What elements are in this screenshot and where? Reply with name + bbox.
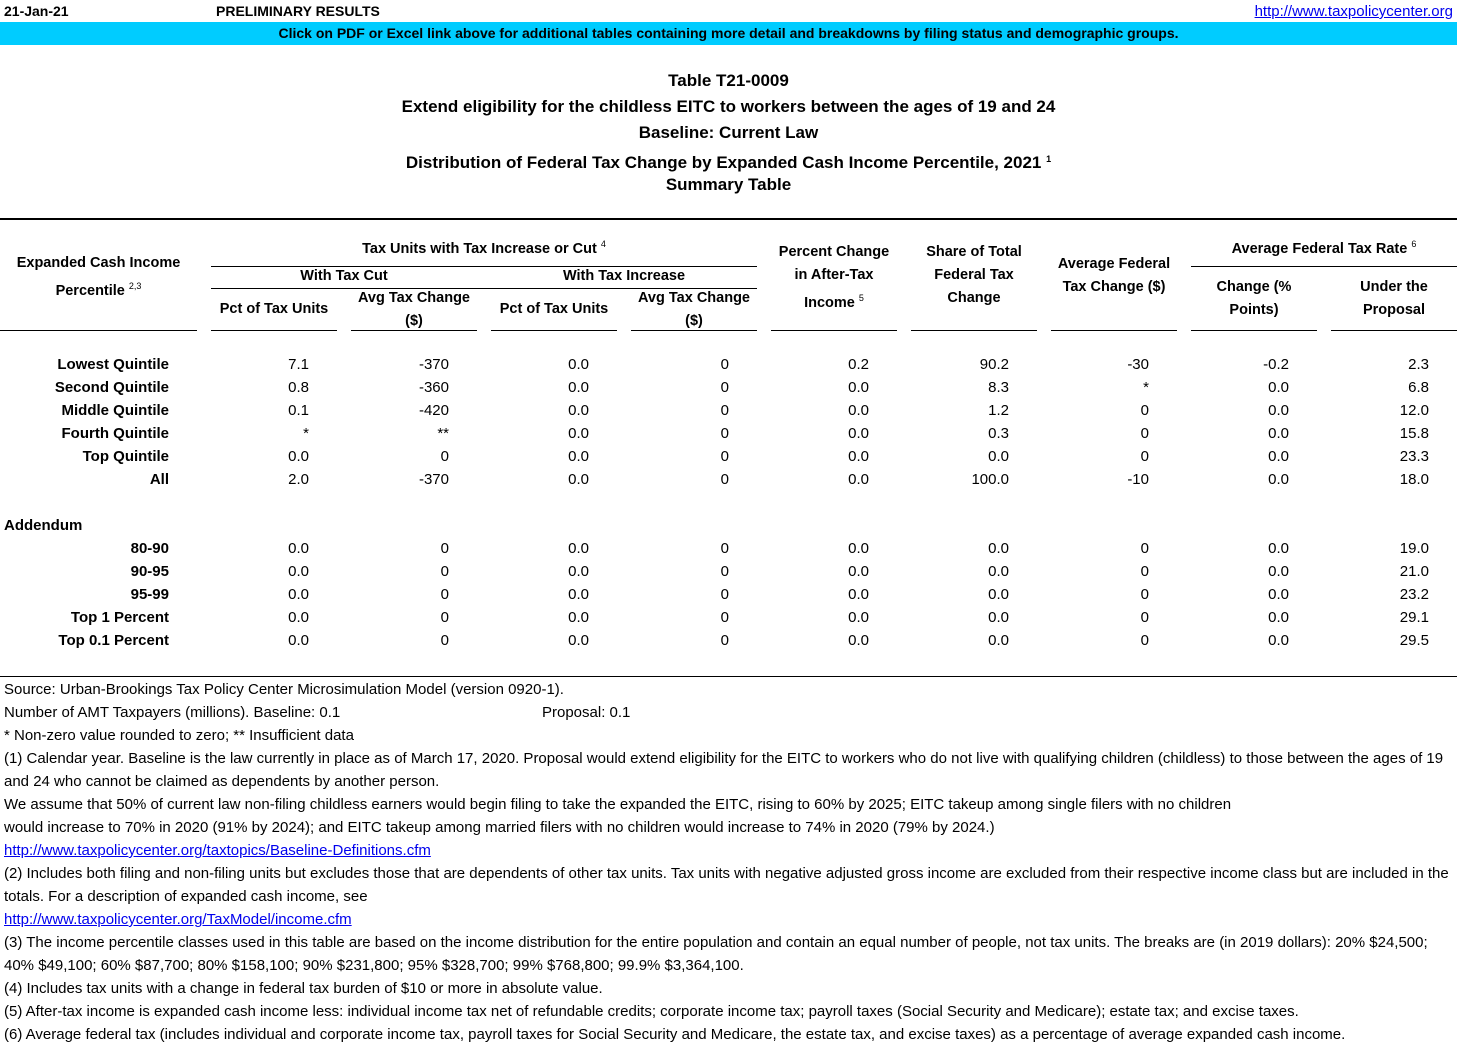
row-label: Middle Quintile [61, 402, 169, 419]
table-cell: 0.0 [568, 425, 589, 442]
col-header-pct-change [771, 241, 897, 315]
footnote-ref: 4 [600, 239, 606, 249]
row-label: 95-99 [130, 586, 169, 603]
baseline-definitions-link[interactable]: http://www.taxpolicycenter.org/taxtopics/Baseline-Definitions.cfm [4, 842, 431, 859]
footnote-ref: 5 [858, 293, 864, 303]
footnote-4: (4) Includes tax units with a change in federal tax burden of $10 or more in absolute value. [4, 980, 603, 997]
header-line: in After-Tax [794, 267, 874, 283]
table-cell: 7.1 [288, 356, 309, 373]
header-text: Tax Units with Tax Increase or Cut [362, 241, 597, 257]
table-cell: 0 [720, 379, 729, 396]
table-cell: 0.0 [568, 356, 589, 373]
table-cell: 1.2 [988, 402, 1009, 419]
table-cell: 0.2 [848, 356, 869, 373]
table-cell: 0.0 [1268, 448, 1289, 465]
table-cell: * [303, 425, 309, 442]
table-cell: 23.2 [1399, 586, 1429, 603]
table-cell: 0 [440, 609, 449, 626]
table-cell: -370 [418, 356, 449, 373]
table-subtitle: Extend eligibility for the childless EITC to workers between the ages of 19 and 24 [401, 97, 1056, 116]
table-cell: 12.0 [1399, 402, 1429, 419]
row-label: All [149, 471, 169, 488]
header-line: Change (% [1216, 279, 1292, 295]
col-header-inc-avg [631, 287, 757, 333]
top-bar [0, 0, 1457, 22]
table-cell: 0 [1140, 609, 1149, 626]
table-cell: -10 [1127, 471, 1149, 488]
footnote-5: (5) After-tax income is expanded cash income less: individual income tax net of refundable credits; corporate income tax; payroll taxes (Social Security and Medicare); estate tax; and excise taxes. [4, 1003, 1299, 1020]
footnote-2: (2) Includes both filing and non-filing units but excludes those that are dependents of other tax units. Tax units with negative adjusted gross income are excluded from their respective income class but are included in the totals. For a description of expanded cash income, see [4, 865, 1449, 905]
table-cell: 0.0 [288, 563, 309, 580]
table-cell: 0 [440, 563, 449, 580]
baseline-title: Baseline: Current Law [638, 123, 819, 142]
row-label: 90-95 [130, 563, 169, 580]
table-cell: 15.8 [1399, 425, 1429, 442]
table-cell: 0.0 [988, 586, 1009, 603]
table-cell: 0 [720, 425, 729, 442]
col-group-tax-units [211, 233, 757, 261]
row-label: Top 1 Percent [70, 609, 169, 626]
row-label: 80-90 [130, 540, 169, 557]
header-text: Average Federal Tax Rate [1231, 241, 1408, 257]
header-line: ($) [405, 313, 423, 329]
table-cell: 0.0 [568, 586, 589, 603]
table-cell: 0 [720, 632, 729, 649]
footnote-ref: 2,3 [128, 281, 142, 291]
header-text: Income [804, 295, 855, 311]
row-label: Second Quintile [54, 379, 169, 396]
table-cell: -30 [1127, 356, 1149, 373]
table-cell: 0 [720, 356, 729, 373]
table-cell: 0.0 [568, 379, 589, 396]
table-cell: 0.0 [568, 540, 589, 557]
table-cell: 29.1 [1399, 609, 1429, 626]
rule [771, 330, 897, 331]
table-cell: 0.0 [848, 540, 869, 557]
table-cell: 0.1 [288, 402, 309, 419]
table-cell: 0.0 [568, 402, 589, 419]
table-cell: 0 [720, 402, 729, 419]
table-cell: 0.0 [1268, 425, 1289, 442]
symbols-note: * Non-zero value rounded to zero; ** Insufficient data [4, 727, 354, 744]
table-cell: 0.0 [848, 471, 869, 488]
table-cell: 100.0 [971, 471, 1009, 488]
header-line: Average Federal [1057, 256, 1171, 272]
rule [211, 330, 337, 331]
table-cell: 0.0 [848, 609, 869, 626]
table-cell: 8.3 [988, 379, 1009, 396]
table-cell: 0.0 [288, 448, 309, 465]
table-cell: 6.8 [1408, 379, 1429, 396]
table-cell: 0 [1140, 425, 1149, 442]
baseline-definitions-link-row [4, 839, 1449, 862]
table-cell: 0.0 [1268, 379, 1289, 396]
table-cell: 0 [1140, 563, 1149, 580]
header-line: Under the [1360, 279, 1428, 295]
table-cell: 0.0 [988, 563, 1009, 580]
table-cell: 0 [720, 471, 729, 488]
table-cell: -370 [418, 471, 449, 488]
table-cell: 0.0 [568, 609, 589, 626]
table-cell: 0 [440, 540, 449, 557]
header-line: Percent Change [778, 244, 890, 260]
footnote-1: (1) Calendar year. Baseline is the law currently in place as of March 17, 2020. Proposal would extend eligibility for the EITC to workers who do not live with qualifying children (childless) to those between the ages of 19 and 24 who cannot be claimed as dependents by another person. [4, 750, 1444, 790]
table-cell: 0.0 [1268, 563, 1289, 580]
table-cell: 0.0 [1268, 540, 1289, 557]
table-cell: 29.5 [1399, 632, 1429, 649]
col-header-share [911, 241, 1037, 310]
row-label: Lowest Quintile [57, 356, 169, 373]
table-cell: 90.2 [979, 356, 1009, 373]
info-banner: Click on PDF or Excel link above for additional tables containing more detail and breakdowns by filing status and demographic groups. [0, 22, 1457, 45]
table-cell: 0.0 [848, 402, 869, 419]
col-header-rate-under [1331, 276, 1457, 322]
table-cell: 0.0 [568, 632, 589, 649]
table-cell: 0 [720, 586, 729, 603]
table-cell: 0.0 [288, 586, 309, 603]
row-label: Top Quintile [82, 448, 169, 465]
table-cell: 0.0 [848, 379, 869, 396]
header-line: Federal Tax [934, 267, 1014, 283]
table-cell: 0 [440, 586, 449, 603]
header-line [771, 287, 897, 315]
rule [1191, 266, 1457, 267]
header-line: Avg Tax Change [638, 290, 750, 306]
col-header-inc-pct: Pct of Tax Units [499, 301, 609, 317]
table-cell: 0.0 [848, 425, 869, 442]
table-cell: 0.0 [1268, 586, 1289, 603]
table-cell: 0.0 [848, 632, 869, 649]
col-header-cut-pct: Pct of Tax Units [219, 301, 329, 317]
footnote-ref: 6 [1411, 239, 1417, 249]
amt-baseline: Number of AMT Taxpayers (millions). Baseline: 0.1 [4, 704, 341, 721]
col-group-with-cut: With Tax Cut [300, 268, 388, 284]
rule [1191, 330, 1317, 331]
table-cell: ** [437, 425, 449, 442]
footnote-ref: 1 [1046, 154, 1052, 164]
table-cell: 0.3 [988, 425, 1009, 442]
header-text: Percentile [55, 283, 125, 299]
source-note: Source: Urban-Brookings Tax Policy Center Microsimulation Model (version 0920-1). [4, 681, 564, 698]
table-cell: * [1143, 379, 1149, 396]
table-cell: 0 [440, 448, 449, 465]
table-top-rule [0, 218, 1457, 220]
header-line: Change [947, 290, 1001, 306]
table-cell: 19.0 [1399, 540, 1429, 557]
footnotes [4, 678, 1449, 1046]
col-header-avg-fed [1051, 253, 1177, 299]
table-cell: 0.0 [288, 632, 309, 649]
table-cell: 0.0 [988, 540, 1009, 557]
table-cell: -0.2 [1263, 356, 1289, 373]
col-header-percentile [0, 252, 197, 303]
table-cell: 0.0 [848, 563, 869, 580]
distribution-title [0, 146, 1457, 172]
header-line: Points) [1229, 302, 1279, 318]
table-cell: 0.0 [1268, 632, 1289, 649]
table-id: Table T21-0009 [668, 71, 789, 90]
table-cell: 0.0 [568, 471, 589, 488]
report-date: 21-Jan-21 [4, 3, 69, 19]
table-cell: 0 [440, 632, 449, 649]
header-line: Tax Change ($) [1062, 279, 1166, 295]
table-cell: 18.0 [1399, 471, 1429, 488]
table-cell: 0.0 [288, 609, 309, 626]
assumption-note-a: We assume that 50% of current law non-filing childless earners would begin filing to take the expanded the EITC, rising to 60% by 2025; EITC takeup among single filers with no children [4, 796, 1232, 813]
table-cell: 0.0 [1268, 402, 1289, 419]
table-cell: 0.0 [988, 632, 1009, 649]
rule [911, 330, 1037, 331]
header-line [0, 275, 197, 303]
summary-title: Summary Table [665, 175, 792, 194]
amt-proposal: Proposal: 0.1 [542, 704, 631, 721]
table-cell: 0.0 [568, 563, 589, 580]
table-cell: 0 [720, 563, 729, 580]
rule [1051, 330, 1177, 331]
table-cell: 0.0 [288, 540, 309, 557]
tpc-home-link[interactable]: http://www.taxpolicycenter.org [1254, 3, 1453, 20]
table-cell: 0 [1140, 402, 1149, 419]
table-bottom-rule [0, 676, 1457, 677]
table-titles [0, 68, 1457, 198]
table-cell: 2.0 [288, 471, 309, 488]
rule [0, 330, 197, 331]
table-cell: -420 [418, 402, 449, 419]
table-cell: 0 [720, 609, 729, 626]
table-cell: 0.8 [288, 379, 309, 396]
header-line: Avg Tax Change [358, 290, 470, 306]
table-cell: 0 [720, 448, 729, 465]
table-cell: 0.0 [988, 448, 1009, 465]
footnote-3: (3) The income percentile classes used in this table are based on the income distribution for the entire population and contain an equal number of people, not tax units. The breaks are (in 2019 dollars): 20% $24,500; 40% $49,100; 60% $87,700; 80% $158,100; 90% $231,800; 95% $328,700; 99% $768,800; 99.9% $3,364,100. [4, 934, 1428, 974]
table-cell: 0 [1140, 632, 1149, 649]
col-group-with-increase: With Tax Increase [562, 268, 686, 284]
table-cell: -360 [418, 379, 449, 396]
header-line: ($) [685, 313, 703, 329]
table-cell: 0.0 [988, 609, 1009, 626]
amt-note [4, 701, 1449, 724]
table-cell: 2.3 [1408, 356, 1429, 373]
table-cell: 0 [1140, 540, 1149, 557]
table-cell: 0.0 [848, 448, 869, 465]
col-header-rate-change [1191, 276, 1317, 322]
preliminary-label: PRELIMINARY RESULTS [216, 3, 380, 19]
table-cell: 21.0 [1399, 563, 1429, 580]
income-link-row [4, 908, 1449, 931]
col-group-tax-rate [1191, 233, 1457, 261]
assumption-note-b: would increase to 70% in 2020 (91% by 2024); and EITC takeup among married filers with no children would increase to 74% in 2020 (79% by 2024.) [4, 819, 995, 836]
table-cell: 0.0 [1268, 471, 1289, 488]
col-header-cut-avg [351, 287, 477, 333]
distribution-text: Distribution of Federal Tax Change by Expanded Cash Income Percentile, 2021 [405, 153, 1042, 172]
header-line: Expanded Cash Income [16, 255, 181, 271]
income-definition-link[interactable]: http://www.taxpolicycenter.org/TaxModel/income.cfm [4, 911, 352, 928]
row-label: Top 0.1 Percent [58, 632, 169, 649]
table-cell: 0 [720, 540, 729, 557]
table-cell: 0.0 [568, 448, 589, 465]
rule [1331, 330, 1457, 331]
table-cell: 23.3 [1399, 448, 1429, 465]
table-cell: 0 [1140, 586, 1149, 603]
table-cell: 0.0 [1268, 609, 1289, 626]
footnote-6: (6) Average federal tax (includes individual and corporate income tax, payroll taxes for Social Security and Medicare, the estate tax, and excise taxes) as a percentage of average expanded cash income. [4, 1026, 1346, 1043]
table-cell: 0 [1140, 448, 1149, 465]
table-cell: 0.0 [848, 586, 869, 603]
header-line: Proposal [1362, 302, 1426, 318]
row-label: Fourth Quintile [61, 425, 169, 442]
header-line: Share of Total [926, 244, 1022, 260]
rule [491, 330, 617, 331]
addendum-label: Addendum [4, 517, 83, 534]
